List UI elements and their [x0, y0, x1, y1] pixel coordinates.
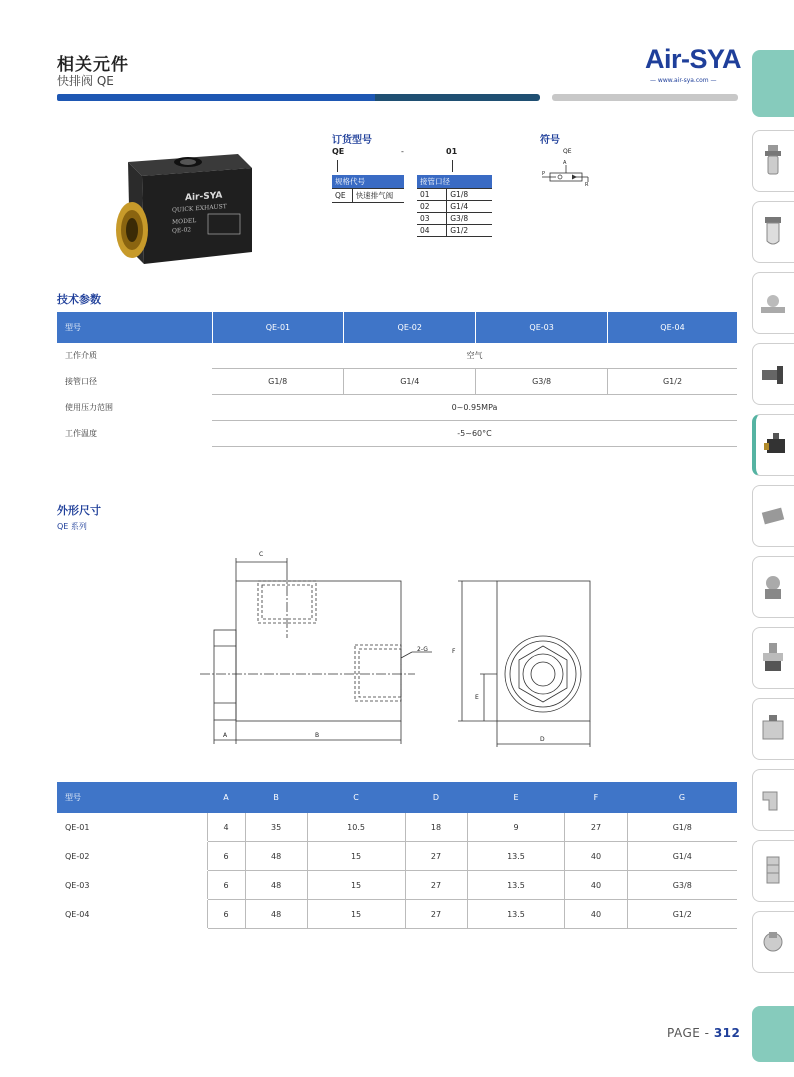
port-row	[417, 225, 492, 237]
cell: 18	[405, 813, 467, 842]
brand-logo: Air-SYA	[645, 44, 742, 74]
dim-label-c: C	[259, 551, 264, 558]
photo-label-line3: QE-02	[172, 226, 192, 235]
quick-exhaust-icon	[762, 427, 790, 463]
table-row	[57, 343, 737, 369]
spec-code-name: 快速排气阀	[352, 189, 404, 203]
page-title: 相关元件	[57, 55, 129, 75]
side-tab-flow-control[interactable]	[752, 911, 794, 973]
cell: 48	[245, 871, 307, 900]
table-row	[57, 900, 737, 929]
port-code: 04	[417, 225, 447, 237]
tech-params-table	[57, 312, 737, 447]
cell: 6	[207, 842, 245, 871]
dims-series: QE 系列	[57, 522, 87, 531]
dims-section-title: 外形尺寸	[57, 504, 101, 517]
cell: 48	[245, 900, 307, 929]
side-tab-quick-exhaust[interactable]	[752, 414, 794, 476]
header-bar-blue	[57, 94, 377, 101]
spec-code-value: QE	[332, 189, 352, 203]
table-row	[57, 871, 737, 900]
row-value: G1/8	[212, 369, 344, 395]
cell: 27	[565, 813, 627, 842]
order-code-01: 01	[446, 147, 458, 156]
cell: 40	[565, 871, 627, 900]
brass-port	[116, 202, 148, 258]
row-value: G3/8	[476, 369, 608, 395]
tech-section-title: 技术参数	[57, 293, 101, 306]
cell: 40	[565, 900, 627, 929]
table-row	[57, 842, 737, 871]
valve-icon	[759, 498, 787, 534]
dim-label-g: 2-G	[417, 646, 428, 653]
symbol-port-a: A	[563, 160, 567, 166]
cell: QE-02	[57, 842, 207, 871]
cell: 6	[207, 871, 245, 900]
cylinder-icon	[759, 711, 787, 747]
table-header-row	[57, 782, 737, 813]
cell: QE-04	[57, 900, 207, 929]
fitting-icon	[759, 356, 787, 392]
regulator-icon	[759, 569, 787, 605]
brand-website: — www.air-sya.com —	[650, 77, 717, 84]
row-label: 接管口径	[57, 369, 212, 395]
port-code: 01	[417, 189, 447, 201]
cell: 48	[245, 842, 307, 871]
photo-label-brand: Air-SYA	[185, 190, 223, 204]
product-photo	[100, 140, 280, 280]
side-tab-lubricator[interactable]	[752, 201, 794, 263]
side-tab-gauge[interactable]	[752, 272, 794, 334]
th-model: 型号	[57, 312, 212, 343]
port-code: 02	[417, 201, 447, 213]
dim-label-a: A	[223, 732, 228, 739]
symbol-port-r: R	[585, 182, 589, 188]
dim-label-e: E	[475, 694, 479, 701]
cell: 27	[405, 842, 467, 871]
port-size: G1/8	[447, 189, 492, 201]
cell: 35	[245, 813, 307, 842]
port-code: 03	[417, 213, 447, 225]
row-label: 工作温度	[57, 421, 212, 447]
th-col: F	[565, 782, 627, 813]
cell: 4	[207, 813, 245, 842]
cell: 13.5	[467, 842, 565, 871]
cell: 6	[207, 900, 245, 929]
cell: 9	[467, 813, 565, 842]
cell: G3/8	[627, 871, 737, 900]
th-col: A	[207, 782, 245, 813]
port-size: G1/4	[447, 201, 492, 213]
side-tab-bottom[interactable]	[752, 1006, 794, 1062]
cell: 15	[307, 900, 405, 929]
symbol-title: 符号	[540, 135, 560, 146]
th-col: D	[405, 782, 467, 813]
port-row	[417, 213, 492, 225]
photo-label-line1: QUICK EXHAUST	[172, 203, 227, 214]
side-tab-fitting[interactable]	[752, 343, 794, 405]
port-row	[417, 189, 492, 201]
th-col: C	[307, 782, 405, 813]
lubricator-icon	[759, 214, 787, 250]
side-tab-regulator[interactable]	[752, 556, 794, 618]
dim-label-f: F	[452, 648, 456, 655]
cell: 27	[405, 900, 467, 929]
th-col: E	[467, 782, 565, 813]
row-value: G1/4	[344, 369, 476, 395]
row-label: 工作介质	[57, 343, 212, 369]
spec-code-table	[332, 175, 404, 203]
th-col: B	[245, 782, 307, 813]
order-connector-2	[452, 160, 453, 172]
cell: QE-01	[57, 813, 207, 842]
side-tab-filter[interactable]	[752, 130, 794, 192]
side-tab-valve[interactable]	[752, 485, 794, 547]
cell: 15	[307, 842, 405, 871]
table-header-row	[57, 312, 737, 343]
symbol-model: QE	[563, 148, 572, 155]
port-size-table	[417, 175, 492, 237]
order-title: 订货型号	[332, 135, 372, 146]
table-row	[57, 421, 737, 447]
page-subtitle: 快排阀 QE	[57, 74, 114, 88]
side-tab-top[interactable]	[752, 50, 794, 117]
table-row	[57, 813, 737, 842]
gauge-icon	[759, 285, 787, 321]
cell: G1/2	[627, 900, 737, 929]
row-value: G1/2	[608, 369, 737, 395]
th-model-col: QE-01	[212, 312, 344, 343]
dimensions-table	[57, 782, 737, 929]
table-row	[57, 395, 737, 421]
order-connector-1	[337, 160, 338, 172]
valve-symbol	[542, 160, 592, 190]
port-size: G3/8	[447, 213, 492, 225]
port-size-head: 接管口径	[417, 175, 492, 189]
cell: QE-03	[57, 871, 207, 900]
photo-label-line2: MODEL	[172, 217, 197, 226]
cell: 13.5	[467, 871, 565, 900]
port-size: G1/2	[447, 225, 492, 237]
th-col: G	[627, 782, 737, 813]
side-tab-cylinder[interactable]	[752, 698, 794, 760]
dim-label-d: D	[540, 736, 545, 743]
cell: G1/8	[627, 813, 737, 842]
row-value: 0~0.95MPa	[212, 395, 737, 421]
filter-icon	[759, 143, 787, 179]
cell: 27	[405, 871, 467, 900]
page-label: PAGE -	[667, 1026, 710, 1040]
th-col: 型号	[57, 782, 207, 813]
solenoid-icon	[759, 640, 787, 676]
flow-control-icon	[759, 924, 787, 960]
side-tab-elbow[interactable]	[752, 769, 794, 831]
cell: 13.5	[467, 900, 565, 929]
elbow-icon	[759, 782, 787, 818]
symbol-port-p: P	[542, 171, 546, 177]
th-model-col: QE-03	[476, 312, 608, 343]
cell: G1/4	[627, 842, 737, 871]
side-tab-solenoid[interactable]	[752, 627, 794, 689]
table-row	[57, 369, 737, 395]
order-code-qe: QE	[332, 147, 345, 156]
cell: 40	[565, 842, 627, 871]
port-row	[417, 201, 492, 213]
row-value: 空气	[212, 343, 737, 369]
row-label: 使用压力范围	[57, 395, 212, 421]
th-model-col: QE-04	[608, 312, 737, 343]
dimension-drawing	[200, 548, 620, 748]
cell: 15	[307, 871, 405, 900]
side-tab-silencer[interactable]	[752, 840, 794, 902]
header-bar-gray	[552, 94, 738, 101]
page-num: 312	[713, 1026, 741, 1040]
header-bar-dark	[375, 94, 540, 101]
silencer-icon	[759, 853, 787, 889]
th-model-col: QE-02	[344, 312, 476, 343]
order-dash: -	[401, 147, 404, 156]
cell: 10.5	[307, 813, 405, 842]
dim-label-b: B	[315, 732, 320, 739]
spec-code-head: 规格代号	[332, 175, 404, 189]
page-number	[667, 1026, 740, 1040]
row-value: -5~60°C	[212, 421, 737, 447]
